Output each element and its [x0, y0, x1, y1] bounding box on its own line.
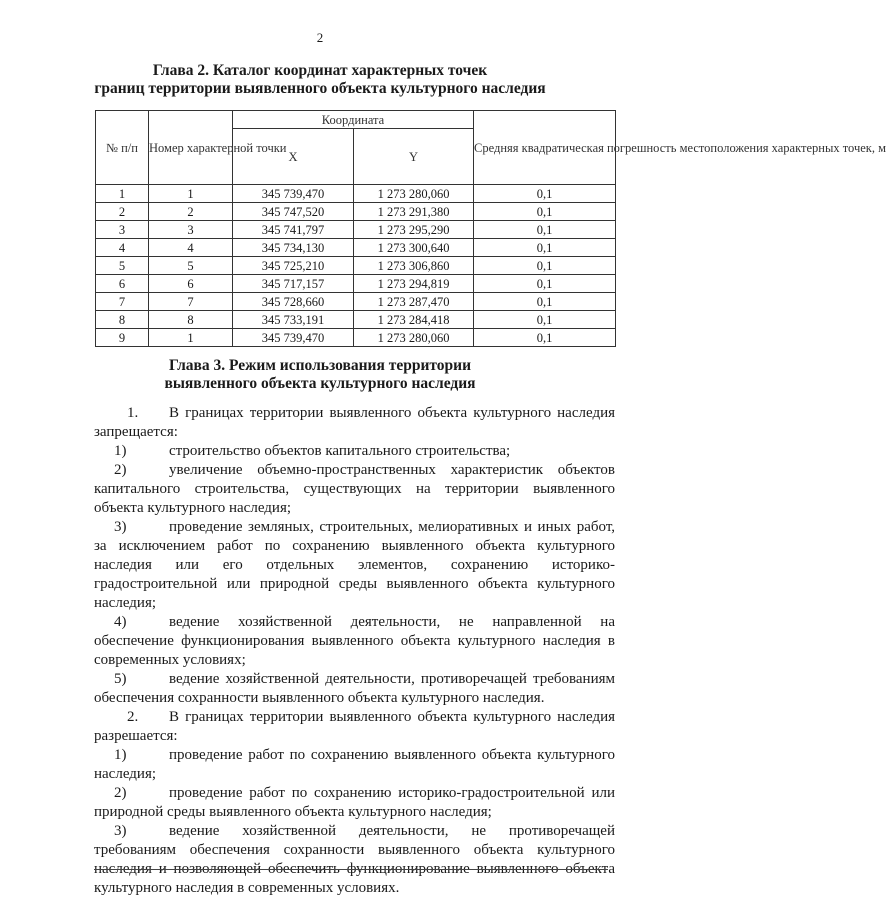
cell-y: 1 273 284,418 — [354, 311, 474, 329]
cell-error: 0,1 — [474, 257, 616, 275]
page-number: 2 — [316, 30, 324, 45]
chapter-2-title — [0, 62, 640, 98]
header-x: X — [233, 129, 354, 185]
cell-point: 5 — [149, 257, 233, 275]
table-row — [96, 293, 616, 311]
item-text: увеличение объемно-пространственных характеристик объектов капитального строительства, существующих на территории выявленного объекта культурного наследия; — [94, 462, 615, 516]
table-row — [96, 275, 616, 293]
item-number: 2) — [114, 462, 127, 478]
list-item — [94, 670, 615, 708]
cell-num: 8 — [96, 311, 149, 329]
cell-error: 0,1 — [474, 293, 616, 311]
cell-error: 0,1 — [474, 311, 616, 329]
table-body — [96, 185, 616, 347]
cell-x: 345 739,470 — [233, 185, 354, 203]
item-text: проведение работ по сохранению историко-градостроительной или природной среды выявленного объекта культурного наследия; — [94, 785, 615, 820]
chapter-2-title-line: Глава 2. Каталог координат характерных точек — [152, 62, 488, 79]
cell-y: 1 273 300,640 — [354, 239, 474, 257]
cell-error: 0,1 — [474, 275, 616, 293]
cell-x: 345 717,157 — [233, 275, 354, 293]
cell-num: 6 — [96, 275, 149, 293]
cell-num: 4 — [96, 239, 149, 257]
header-y: Y — [354, 129, 474, 185]
item-text: проведение земляных, строительных, мелиоративных и иных работ, за исключением работ по сохранению выявленного объекта культурного наследия или его отдельных элементов, сохранению историко-градостроительной или природной среды выявленного объекта культурного наследия; — [94, 519, 615, 611]
table-row — [96, 221, 616, 239]
cell-point: 8 — [149, 311, 233, 329]
cell-point: 3 — [149, 221, 233, 239]
cell-error: 0,1 — [474, 239, 616, 257]
list-item — [94, 442, 615, 461]
table-row — [96, 329, 616, 347]
cell-point: 2 — [149, 203, 233, 221]
item-number: 1. — [127, 405, 139, 421]
coordinates-table — [95, 110, 886, 347]
cell-point: 4 — [149, 239, 233, 257]
item-number: 1) — [114, 443, 127, 459]
footer-divider — [94, 869, 608, 870]
cell-x: 345 739,470 — [233, 329, 354, 347]
cell-y: 1 273 280,060 — [354, 185, 474, 203]
item-text: В границах территории выявленного объекта культурного наследия разрешается: — [94, 709, 615, 744]
cell-point: 1 — [149, 329, 233, 347]
item-number: 3) — [114, 823, 127, 839]
cell-num: 2 — [96, 203, 149, 221]
list-item — [94, 746, 615, 784]
cell-x: 345 728,660 — [233, 293, 354, 311]
numbered-paragraph — [94, 404, 615, 442]
cell-point: 7 — [149, 293, 233, 311]
item-number: 5) — [114, 671, 127, 687]
cell-num: 5 — [96, 257, 149, 275]
item-number: 2. — [127, 709, 139, 725]
item-text: В границах территории выявленного объекта культурного наследия запрещается: — [94, 405, 615, 440]
table-row — [96, 257, 616, 275]
cell-error: 0,1 — [474, 203, 616, 221]
cell-num: 1 — [96, 185, 149, 203]
cell-x: 345 734,130 — [233, 239, 354, 257]
list-item — [94, 784, 615, 822]
cell-x: 345 725,210 — [233, 257, 354, 275]
cell-point: 1 — [149, 185, 233, 203]
item-text: ведение хозяйственной деятельности, не противоречащей требованиям обеспечения сохранности выявленного объекта культурного наследия и позволяющей обеспечить функционирование выявленного объекта культурного наследия в современных условиях. — [94, 823, 615, 896]
list-item — [94, 613, 615, 670]
cell-y: 1 273 295,290 — [354, 221, 474, 239]
cell-y: 1 273 306,860 — [354, 257, 474, 275]
cell-x: 345 747,520 — [233, 203, 354, 221]
cell-error: 0,1 — [474, 221, 616, 239]
item-number: 1) — [114, 747, 127, 763]
cell-y: 1 273 280,060 — [354, 329, 474, 347]
table-row — [96, 239, 616, 257]
cell-y: 1 273 291,380 — [354, 203, 474, 221]
chapter-3-title — [0, 357, 640, 393]
list-item — [94, 822, 615, 898]
cell-x: 345 733,191 — [233, 311, 354, 329]
item-text: строительство объектов капитального строительства; — [169, 443, 511, 459]
header-num: № п/п — [96, 111, 149, 185]
chapter-3-title-line: Глава 3. Режим использования территории — [168, 357, 472, 374]
cell-y: 1 273 287,470 — [354, 293, 474, 311]
cell-num: 7 — [96, 293, 149, 311]
list-item — [94, 518, 615, 613]
item-number: 4) — [114, 614, 127, 630]
header-coords: Координата — [233, 111, 474, 129]
cell-num: 3 — [96, 221, 149, 239]
cell-x: 345 741,797 — [233, 221, 354, 239]
chapter-3-body — [94, 404, 615, 898]
cell-error: 0,1 — [474, 185, 616, 203]
table-row — [96, 203, 616, 221]
item-text: проведение работ по сохранению выявленного объекта культурного наследия; — [94, 747, 615, 782]
item-text: ведение хозяйственной деятельности, не направленной на обеспечение функционирования выявленного объекта культурного наследия в современных условиях; — [94, 614, 615, 668]
cell-error: 0,1 — [474, 329, 616, 347]
item-text: ведение хозяйственной деятельности, противоречащей требованиям обеспечения сохранности выявленного объекта культурного наследия. — [94, 671, 615, 706]
header-error: Средняя квадратическая погрешность местоположения характерных точек, м — [474, 111, 616, 185]
cell-y: 1 273 294,819 — [354, 275, 474, 293]
table-row — [96, 311, 616, 329]
item-number: 3) — [114, 519, 127, 535]
cell-num: 9 — [96, 329, 149, 347]
list-item — [94, 461, 615, 518]
table-row — [96, 185, 616, 203]
chapter-2-title-line: границ территории выявленного объекта культурного наследия — [94, 80, 546, 97]
header-point: Номер характерной точки — [149, 111, 233, 185]
item-number: 2) — [114, 785, 127, 801]
numbered-paragraph — [94, 708, 615, 746]
cell-point: 6 — [149, 275, 233, 293]
chapter-3-title-line: выявленного объекта культурного наследия — [164, 375, 476, 392]
